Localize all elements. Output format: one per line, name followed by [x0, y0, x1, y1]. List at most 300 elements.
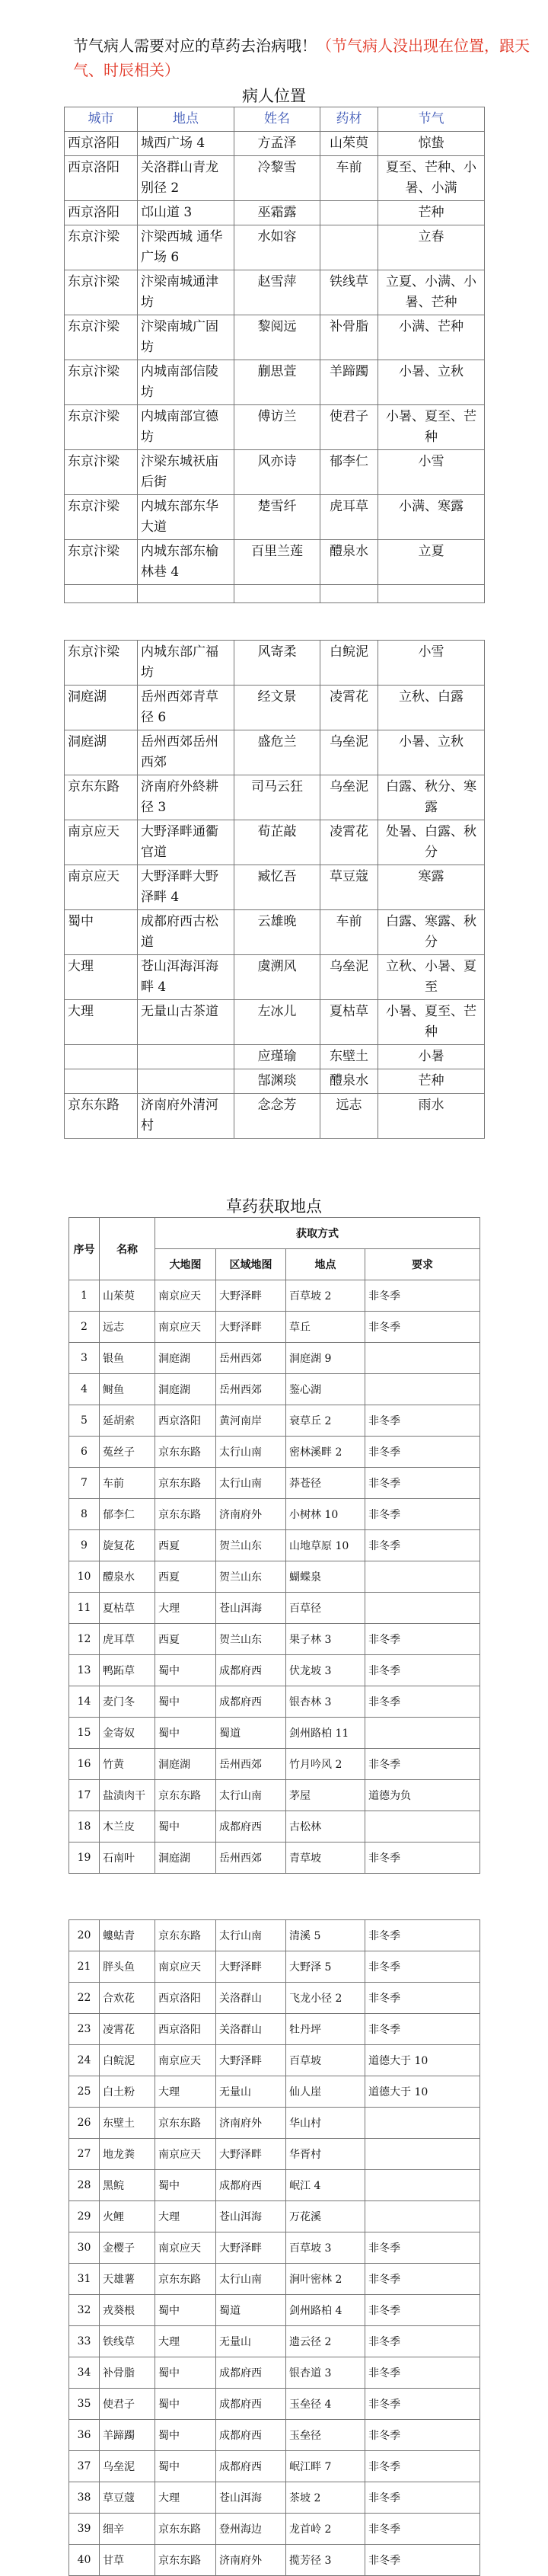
herb-place: 华山村	[286, 2108, 365, 2139]
herb-big-map: 蜀中	[155, 2357, 216, 2389]
herb-seq: 31	[69, 2264, 100, 2295]
herb-big-map: 蜀中	[155, 1655, 216, 1686]
header-location: 地点	[138, 107, 234, 132]
patient-name: 司马云狂	[234, 775, 320, 820]
herb-requirement: 非冬季	[365, 2295, 480, 2326]
patient-name: 荀芷敲	[234, 820, 320, 865]
herb-place: 万花溪	[286, 2201, 365, 2232]
herb-row	[69, 1561, 480, 1593]
header-name: 名称	[100, 1218, 155, 1280]
herb-name: 黑鲩	[100, 2170, 155, 2201]
herb-name: 补骨脂	[100, 2357, 155, 2389]
herb-name: 羊蹄躅	[100, 2420, 155, 2451]
patient-row	[65, 540, 485, 585]
header-method: 获取方式	[155, 1218, 480, 1249]
herb-name: 菟丝子	[100, 1437, 155, 1468]
herb-seq: 18	[69, 1811, 100, 1843]
patient-city: 洞庭湖	[65, 730, 138, 775]
herb-big-map: 西夏	[155, 1530, 216, 1561]
herb-big-map: 洞庭湖	[155, 1843, 216, 1874]
herb-region-map: 成都府西	[216, 1655, 286, 1686]
herb-place: 百草径	[286, 1593, 365, 1624]
herb-requirement: 非冬季	[365, 1920, 480, 1951]
herb-place: 莽苍径	[286, 1468, 365, 1499]
herb-place: 银杏道 3	[286, 2357, 365, 2389]
patient-city: 南京应天	[65, 820, 138, 865]
herb-place: 遗云径 2	[286, 2326, 365, 2357]
patient-row	[65, 865, 485, 910]
herb-seq: 21	[69, 1951, 100, 1983]
patient-name: 蒯思萱	[234, 360, 320, 405]
herb-requirement: 非冬季	[365, 2451, 480, 2482]
herb-name: 银鱼	[100, 1343, 155, 1374]
herb-requirement: 非冬季	[365, 2545, 480, 2576]
herb-place: 剑州路柏 11	[286, 1718, 365, 1749]
herb-name: 胖头鱼	[100, 1951, 155, 1983]
herb-big-map: 南京应天	[155, 2139, 216, 2170]
herb-requirement: 非冬季	[365, 2264, 480, 2295]
herb-region-map: 太行山南	[216, 1468, 286, 1499]
herb-row	[69, 2451, 480, 2482]
herb-place: 仙人崖	[286, 2076, 365, 2108]
patient-solar-term: 小满、芒种	[378, 315, 485, 360]
herb-row	[69, 2139, 480, 2170]
patient-solar-term: 立夏、小满、小暑、芒种	[378, 270, 485, 315]
herb-big-map: 蜀中	[155, 2420, 216, 2451]
patient-herb: 东壁土	[320, 1045, 378, 1069]
patient-city: 东京汴梁	[65, 540, 138, 585]
herb-big-map: 蜀中	[155, 1718, 216, 1749]
herb-name: 木兰皮	[100, 1811, 155, 1843]
patient-city: 洞庭湖	[65, 686, 138, 730]
herb-big-map: 京东东路	[155, 1499, 216, 1530]
herb-row	[69, 2514, 480, 2545]
header-region-map: 区域地图	[216, 1249, 286, 1280]
patient-herb: 草豆蔻	[320, 865, 378, 910]
patient-city	[65, 585, 138, 603]
patient-herb: 乌垒泥	[320, 775, 378, 820]
herb-row	[69, 2357, 480, 2389]
herb-place: 岷江 4	[286, 2170, 365, 2201]
herb-place: 竹月吟风 2	[286, 1749, 365, 1780]
patient-herb: 乌垒泥	[320, 730, 378, 775]
herb-row	[69, 1951, 480, 1983]
herb-seq: 22	[69, 1983, 100, 2014]
herb-region-map: 关洛群山	[216, 2014, 286, 2045]
herb-region-map: 大野泽畔	[216, 1280, 286, 1312]
herb-name: 鲥鱼	[100, 1374, 155, 1405]
patient-solar-term: 寒露	[378, 865, 485, 910]
herb-place: 青草坡	[286, 1843, 365, 1874]
patient-solar-term: 芒种	[378, 201, 485, 225]
herb-place: 茶坡 2	[286, 2482, 365, 2514]
herb-name: 竹黄	[100, 1749, 155, 1780]
herb-row	[69, 1983, 480, 2014]
herb-name: 车前	[100, 1468, 155, 1499]
herb-region-map: 太行山南	[216, 1780, 286, 1811]
patient-name: 经文景	[234, 686, 320, 730]
herb-seq: 35	[69, 2389, 100, 2420]
herb-row	[69, 2076, 480, 2108]
herb-seq: 27	[69, 2139, 100, 2170]
herb-seq: 9	[69, 1530, 100, 1561]
herb-row	[69, 2545, 480, 2576]
patient-location: 济南府外終耕径 3	[138, 775, 234, 820]
herb-place: 小树林 10	[286, 1499, 365, 1530]
herb-name: 白鲩泥	[100, 2045, 155, 2076]
patient-name: 云雄晚	[234, 910, 320, 955]
herb-seq: 16	[69, 1749, 100, 1780]
herb-big-map: 京东东路	[155, 2545, 216, 2576]
patients-table-1	[64, 107, 485, 603]
herb-row	[69, 1374, 480, 1405]
herb-big-map: 南京应天	[155, 1280, 216, 1312]
patient-city: 东京汴梁	[65, 360, 138, 405]
herb-requirement: 道德为负	[365, 1780, 480, 1811]
patient-location: 关洛群山青龙别径 2	[138, 156, 234, 201]
herb-region-map: 太行山南	[216, 1437, 286, 1468]
herb-seq: 33	[69, 2326, 100, 2357]
herb-requirement	[365, 2170, 480, 2201]
header-big-map: 大地图	[155, 1249, 216, 1280]
herb-row	[69, 2482, 480, 2514]
herb-big-map: 京东东路	[155, 1780, 216, 1811]
herb-requirement: 非冬季	[365, 1280, 480, 1312]
herb-seq: 24	[69, 2045, 100, 2076]
herb-region-map: 太行山南	[216, 2264, 286, 2295]
herb-region-map: 岳州西郊	[216, 1749, 286, 1780]
herb-name: 金樱子	[100, 2232, 155, 2264]
herb-requirement	[365, 2139, 480, 2170]
patient-city: 西京洛阳	[65, 156, 138, 201]
herb-requirement: 非冬季	[365, 2357, 480, 2389]
herb-big-map: 蜀中	[155, 1811, 216, 1843]
patient-solar-term: 小满、寒露	[378, 495, 485, 540]
herb-region-map: 成都府西	[216, 2357, 286, 2389]
herb-place: 百草坡	[286, 2045, 365, 2076]
herb-region-map: 大野泽畔	[216, 2232, 286, 2264]
herb-seq: 8	[69, 1499, 100, 1530]
patients-header-row	[65, 107, 485, 132]
herb-requirement: 非冬季	[365, 1405, 480, 1437]
patient-location: 内城东部东华大道	[138, 495, 234, 540]
herb-region-map: 大野泽畔	[216, 2139, 286, 2170]
herb-name: 合欢花	[100, 1983, 155, 2014]
patient-herb: 使君子	[320, 405, 378, 450]
patient-row	[65, 730, 485, 775]
herb-big-map: 蜀中	[155, 1686, 216, 1718]
patient-row	[65, 1094, 485, 1139]
herb-requirement: 非冬季	[365, 1655, 480, 1686]
patient-herb: 凌霄花	[320, 686, 378, 730]
patient-name: 左冰儿	[234, 1000, 320, 1045]
patient-location: 岳州西郊青草径 6	[138, 686, 234, 730]
herb-row	[69, 1593, 480, 1624]
herb-name: 麦门冬	[100, 1686, 155, 1718]
patient-location: 成都府西古松道	[138, 910, 234, 955]
herb-name: 草豆蔻	[100, 2482, 155, 2514]
herb-region-map: 成都府西	[216, 2389, 286, 2420]
herb-region-map: 济南府外	[216, 2545, 286, 2576]
herb-requirement: 非冬季	[365, 2514, 480, 2545]
patient-solar-term: 小暑、立秋	[378, 360, 485, 405]
herb-row	[69, 1624, 480, 1655]
herb-region-map: 岳州西郊	[216, 1343, 286, 1374]
herbs-caption: 草药获取地点	[226, 1197, 322, 1216]
header-city: 城市	[65, 107, 138, 132]
patient-location: 大野泽畔通衢官道	[138, 820, 234, 865]
patient-herb: 醴泉水	[320, 1069, 378, 1094]
patient-name: 傅访兰	[234, 405, 320, 450]
patient-solar-term: 白露、寒露、秋分	[378, 910, 485, 955]
patient-city: 东京汴梁	[65, 450, 138, 495]
herb-region-map: 无量山	[216, 2076, 286, 2108]
patient-location: 汴梁南城广固坊	[138, 315, 234, 360]
herb-place: 百草坡 2	[286, 1280, 365, 1312]
patient-herb: 补骨脂	[320, 315, 378, 360]
herb-seq: 30	[69, 2232, 100, 2264]
patient-city	[65, 1069, 138, 1094]
herb-seq: 23	[69, 2014, 100, 2045]
patient-name: 风亦诗	[234, 450, 320, 495]
herb-name: 金寄奴	[100, 1718, 155, 1749]
patient-city: 大理	[65, 955, 138, 1000]
herb-requirement: 非冬季	[365, 1951, 480, 1983]
herb-seq: 13	[69, 1655, 100, 1686]
patient-herb: 羊蹄躅	[320, 360, 378, 405]
patient-name: 郜渊琰	[234, 1069, 320, 1094]
herb-big-map: 西夏	[155, 1561, 216, 1593]
herb-name: 细辛	[100, 2514, 155, 2545]
patient-city	[65, 1045, 138, 1069]
patient-solar-term: 小雪	[378, 641, 485, 686]
herb-name: 旋复花	[100, 1530, 155, 1561]
herb-requirement	[365, 1811, 480, 1843]
herb-big-map: 洞庭湖	[155, 1749, 216, 1780]
patient-row	[65, 1069, 485, 1094]
patient-city: 南京应天	[65, 865, 138, 910]
header-solar-term: 节气	[378, 107, 485, 132]
patient-location	[138, 1045, 234, 1069]
herb-big-map: 大理	[155, 1593, 216, 1624]
herb-place: 古松林	[286, 1811, 365, 1843]
herb-seq: 40	[69, 2545, 100, 2576]
herb-requirement	[365, 1374, 480, 1405]
patient-row	[65, 641, 485, 686]
herb-place: 龙首岭 2	[286, 2514, 365, 2545]
herb-place: 大野泽 5	[286, 1951, 365, 1983]
patient-location: 内城东部广福坊	[138, 641, 234, 686]
herb-row	[69, 1499, 480, 1530]
patient-name: 应瑾瑜	[234, 1045, 320, 1069]
herb-row	[69, 2264, 480, 2295]
herb-requirement: 非冬季	[365, 2326, 480, 2357]
patient-location: 汴梁东城祆庙后街	[138, 450, 234, 495]
herb-big-map: 蜀中	[155, 2451, 216, 2482]
patient-row	[65, 955, 485, 1000]
herbs-header-row-1	[69, 1218, 480, 1249]
herb-region-map: 贺兰山东	[216, 1561, 286, 1593]
patient-location: 内城南部信陵坊	[138, 360, 234, 405]
patient-solar-term: 小暑、夏至、芒种	[378, 1000, 485, 1045]
patient-name: 臧忆吾	[234, 865, 320, 910]
patient-herb	[320, 585, 378, 603]
herb-row	[69, 2201, 480, 2232]
patient-name: 念念芳	[234, 1094, 320, 1139]
herb-row	[69, 2420, 480, 2451]
herb-place: 果子林 3	[286, 1624, 365, 1655]
patient-city: 西京洛阳	[65, 132, 138, 156]
patient-row	[65, 132, 485, 156]
herb-requirement: 非冬季	[365, 2389, 480, 2420]
patient-name: 方孟泽	[234, 132, 320, 156]
patient-herb: 白鲩泥	[320, 641, 378, 686]
herb-name: 白土粉	[100, 2076, 155, 2108]
herb-region-map: 成都府西	[216, 2451, 286, 2482]
herb-place: 牡丹坪	[286, 2014, 365, 2045]
herb-place: 伏龙坡 3	[286, 1655, 365, 1686]
herb-requirement: 非冬季	[365, 1499, 480, 1530]
herb-seq: 1	[69, 1280, 100, 1312]
herb-requirement: 非冬季	[365, 2232, 480, 2264]
herb-place: 百草坡 3	[286, 2232, 365, 2264]
patient-name: 黎阅远	[234, 315, 320, 360]
patient-location: 内城南部宣德坊	[138, 405, 234, 450]
herb-requirement: 非冬季	[365, 1468, 480, 1499]
patient-row	[65, 225, 485, 270]
herb-place: 蝴蝶泉	[286, 1561, 365, 1593]
patient-solar-term: 立春	[378, 225, 485, 270]
patient-row	[65, 910, 485, 955]
intro-text: 节气病人需要对应的草药去治病哦！	[73, 37, 317, 55]
herbs-table-2	[68, 1919, 480, 2576]
patient-row	[65, 1045, 485, 1069]
header-herb: 药材	[320, 107, 378, 132]
herb-name: 乌垒泥	[100, 2451, 155, 2482]
herb-name: 盐渍肉干	[100, 1780, 155, 1811]
herb-seq: 3	[69, 1343, 100, 1374]
patient-city: 蜀中	[65, 910, 138, 955]
herb-big-map: 京东东路	[155, 1920, 216, 1951]
patient-solar-term: 立秋、白露	[378, 686, 485, 730]
patient-name: 百里兰莲	[234, 540, 320, 585]
patient-city: 东京汴梁	[65, 225, 138, 270]
patient-row	[65, 585, 485, 603]
herb-seq: 39	[69, 2514, 100, 2545]
herb-name: 石南叶	[100, 1843, 155, 1874]
herbs-table-1	[68, 1217, 480, 1874]
herb-region-map: 黄河南岸	[216, 1405, 286, 1437]
herb-region-map: 苍山洱海	[216, 2482, 286, 2514]
patient-solar-term: 夏至、芒种、小暑、小满	[378, 156, 485, 201]
herb-big-map: 蜀中	[155, 2170, 216, 2201]
patient-solar-term: 小暑	[378, 1045, 485, 1069]
patient-city: 东京汴梁	[65, 270, 138, 315]
herb-requirement: 非冬季	[365, 1312, 480, 1343]
patient-city: 东京汴梁	[65, 405, 138, 450]
patient-row	[65, 775, 485, 820]
herb-requirement: 非冬季	[365, 1686, 480, 1718]
herb-big-map: 蜀中	[155, 2389, 216, 2420]
herb-requirement: 非冬季	[365, 1983, 480, 2014]
patient-location: 无量山古茶道	[138, 1000, 234, 1045]
herb-requirement: 非冬季	[365, 1437, 480, 1468]
patient-name: 虞溯风	[234, 955, 320, 1000]
herb-name: 火鲤	[100, 2201, 155, 2232]
herb-place: 剑州路柏 4	[286, 2295, 365, 2326]
herb-name: 郁李仁	[100, 1499, 155, 1530]
header-name: 姓名	[234, 107, 320, 132]
herb-requirement	[365, 1718, 480, 1749]
herb-requirement: 非冬季	[365, 1843, 480, 1874]
herb-requirement: 道德大于 10	[365, 2076, 480, 2108]
herb-requirement: 非冬季	[365, 2420, 480, 2451]
patient-herb: 山茱萸	[320, 132, 378, 156]
herb-seq: 15	[69, 1718, 100, 1749]
patient-name: 巫霜露	[234, 201, 320, 225]
patient-herb: 郁李仁	[320, 450, 378, 495]
herb-requirement	[365, 1593, 480, 1624]
patient-row	[65, 495, 485, 540]
intro-note: （节气病人没出现在位置，跟天气、时辰相关）	[73, 37, 530, 79]
patient-name: 风寄柔	[234, 641, 320, 686]
herb-row	[69, 1718, 480, 1749]
patient-row	[65, 1000, 485, 1045]
patient-row	[65, 450, 485, 495]
herb-big-map: 南京应天	[155, 2045, 216, 2076]
patient-city: 东京汴梁	[65, 641, 138, 686]
patient-row	[65, 156, 485, 201]
herb-region-map: 成都府西	[216, 2170, 286, 2201]
herb-row	[69, 1749, 480, 1780]
patient-location: 岳州西郊岳州西郊	[138, 730, 234, 775]
herb-region-map: 岳州西郊	[216, 1843, 286, 1874]
patients-caption: 病人位置	[242, 87, 306, 105]
herb-region-map: 无量山	[216, 2326, 286, 2357]
herb-requirement	[365, 1561, 480, 1593]
herb-name: 醴泉水	[100, 1561, 155, 1593]
herb-requirement	[365, 2108, 480, 2139]
patient-name	[234, 585, 320, 603]
herb-name: 延胡索	[100, 1405, 155, 1437]
herb-row	[69, 1312, 480, 1343]
patient-solar-term: 立秋、小暑、夏至	[378, 955, 485, 1000]
herb-big-map: 大理	[155, 2076, 216, 2108]
herb-seq: 12	[69, 1624, 100, 1655]
herb-name: 使君子	[100, 2389, 155, 2420]
herb-big-map: 蜀中	[155, 2295, 216, 2326]
patient-city: 东京汴梁	[65, 315, 138, 360]
herb-seq: 11	[69, 1593, 100, 1624]
herb-seq: 38	[69, 2482, 100, 2514]
herb-seq: 6	[69, 1437, 100, 1468]
herb-name: 地龙粪	[100, 2139, 155, 2170]
herb-seq: 32	[69, 2295, 100, 2326]
herb-requirement: 非冬季	[365, 2014, 480, 2045]
herb-place: 揽芳径 3	[286, 2545, 365, 2576]
herb-seq: 34	[69, 2357, 100, 2389]
herb-row	[69, 1405, 480, 1437]
herb-place: 山地草原 10	[286, 1530, 365, 1561]
patient-solar-term: 芒种	[378, 1069, 485, 1094]
herb-name: 虎耳草	[100, 1624, 155, 1655]
patient-solar-term: 惊蛰	[378, 132, 485, 156]
herb-region-map: 大野泽畔	[216, 1951, 286, 1983]
herb-place: 银杏林 3	[286, 1686, 365, 1718]
patient-herb: 车前	[320, 156, 378, 201]
herb-big-map: 西京洛阳	[155, 1983, 216, 2014]
herb-region-map: 蜀道	[216, 2295, 286, 2326]
